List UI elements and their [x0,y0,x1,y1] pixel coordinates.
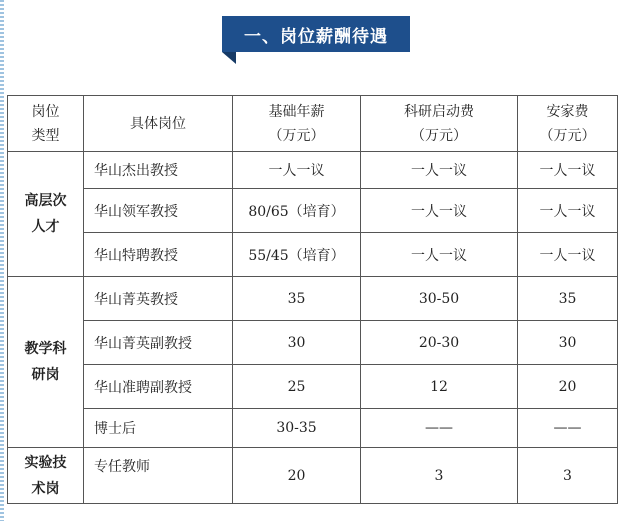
position-cell: 华山菁英教授 [84,277,233,321]
category-cell: 教学科 研岗 [8,277,84,448]
housing-cell: —— [518,409,618,448]
header-row [8,96,618,152]
table-row [8,277,618,321]
table-row [8,365,618,409]
salary-cell: 20 [233,448,361,504]
research-cell: 一人一议 [361,152,518,189]
housing-cell: 一人一议 [518,189,618,233]
salary-cell: 25 [233,365,361,409]
position-cell: 华山菁英副教授 [84,321,233,365]
position-cell: 华山特聘教授 [84,233,233,277]
research-cell: 30-50 [361,277,518,321]
table-row [8,152,618,189]
research-cell: 20-30 [361,321,518,365]
position-cell: 华山准聘副教授 [84,365,233,409]
housing-cell: 35 [518,277,618,321]
section-title: 一、岗位薪酬待遇 [222,16,410,52]
position-cell: 华山杰出教授 [84,152,233,189]
category-cell: 高层次 人才 [8,152,84,277]
table-row [8,409,618,448]
header-research: 科研启动费 （万元） [361,96,518,152]
banner-fold [222,52,236,64]
housing-cell: 30 [518,321,618,365]
table-row [8,448,618,504]
research-cell: 一人一议 [361,189,518,233]
salary-cell: 30-35 [233,409,361,448]
research-cell: 一人一议 [361,233,518,277]
page-edge-decoration [0,0,4,521]
housing-cell: 一人一议 [518,233,618,277]
salary-cell: 一人一议 [233,152,361,189]
header-housing: 安家费 （万元） [518,96,618,152]
position-cell: 专任教师 [84,448,233,504]
research-cell: 3 [361,448,518,504]
header-category: 岗位 类型 [8,96,84,152]
table-row [8,321,618,365]
salary-table [7,95,618,504]
research-cell: 12 [361,365,518,409]
salary-cell: 30 [233,321,361,365]
research-cell: —— [361,409,518,448]
category-cell: 实验技 术岗 [8,448,84,504]
salary-cell: 55/45（培育） [233,233,361,277]
housing-cell: 一人一议 [518,152,618,189]
table-row [8,233,618,277]
position-cell: 华山领军教授 [84,189,233,233]
header-position: 具体岗位 [84,96,233,152]
salary-cell: 35 [233,277,361,321]
salary-cell: 80/65（培育） [233,189,361,233]
table-row [8,189,618,233]
housing-cell: 3 [518,448,618,504]
housing-cell: 20 [518,365,618,409]
position-cell: 博士后 [84,409,233,448]
header-salary: 基础年薪 （万元） [233,96,361,152]
section-banner [222,16,412,66]
